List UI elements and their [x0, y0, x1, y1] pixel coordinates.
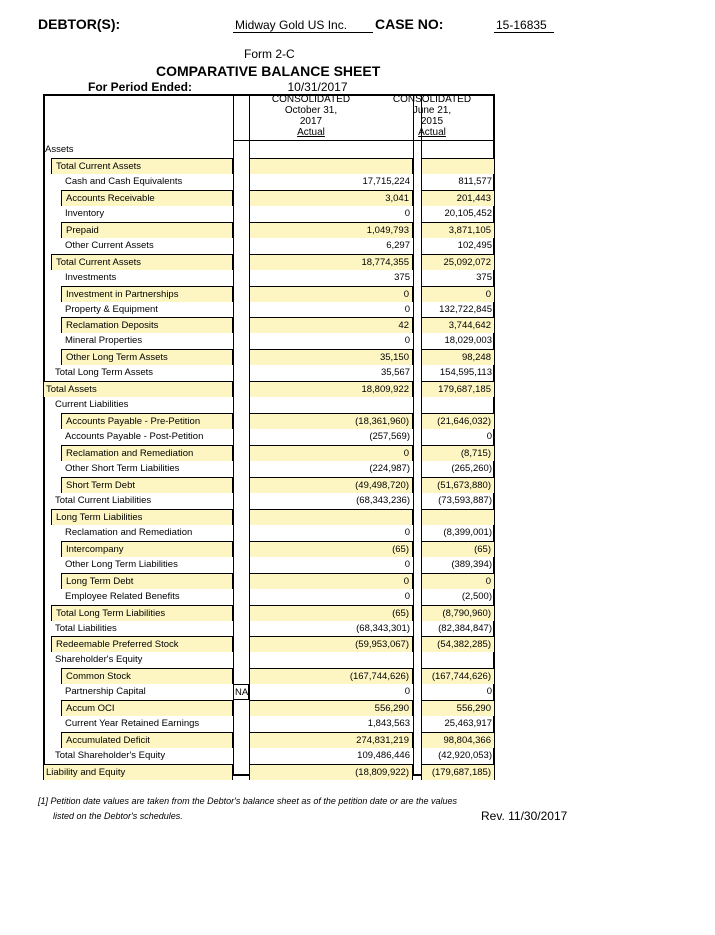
value-current: 0 — [404, 558, 410, 570]
table-row — [43, 158, 495, 174]
value-current: (65) — [249, 541, 413, 557]
value-petition: 179,687,185 — [421, 381, 495, 397]
value-current: 0 — [404, 303, 410, 315]
column-header-line: Actual — [297, 127, 325, 138]
value-petition: (42,920,053) — [438, 750, 492, 762]
row-label: Cash and Cash Equivalents — [65, 175, 183, 187]
row-label: Accounts Receivable — [61, 190, 233, 206]
value-current — [249, 397, 413, 413]
table-row — [43, 668, 495, 684]
period-label: For Period Ended: — [88, 80, 193, 94]
table-row — [43, 764, 495, 780]
value-petition: 3,744,642 — [421, 317, 495, 333]
row-label: Total Current Assets — [51, 254, 233, 270]
column-header-line: October 31, — [284, 105, 338, 116]
table-row — [43, 429, 495, 445]
row-label: Total Shareholder's Equity — [55, 750, 166, 762]
value-petition: (54,382,285) — [421, 636, 495, 652]
row-label: Investments — [65, 271, 117, 283]
value-current: (65) — [249, 605, 413, 621]
value-petition: (2,500) — [461, 590, 492, 602]
table-row — [43, 748, 495, 764]
row-label: Accounts Payable - Post-Petition — [65, 431, 204, 443]
row-label: Mineral Properties — [65, 335, 143, 347]
value-petition — [421, 652, 495, 668]
value-current: 6,297 — [386, 239, 410, 251]
row-label: Property & Equipment — [65, 303, 158, 315]
value-petition: 25,092,072 — [421, 254, 495, 270]
table-row — [43, 477, 495, 493]
table-row — [43, 174, 495, 190]
table-row — [43, 445, 495, 461]
row-label: Accum OCI — [61, 700, 233, 716]
row-label: Shareholder's Equity — [55, 654, 143, 666]
column-header-line: 2015 — [420, 116, 444, 127]
value-current: 0 — [249, 286, 413, 302]
table-row — [43, 238, 495, 254]
value-current: 0 — [404, 207, 410, 219]
row-label: Other Long Term Liabilities — [65, 558, 178, 570]
value-current: 42 — [249, 317, 413, 333]
row-label: Short Term Debt — [61, 477, 233, 493]
value-current: (68,343,236) — [356, 494, 410, 506]
column-header-line: Actual — [418, 127, 446, 138]
column-header-petition — [378, 94, 486, 138]
table-row — [43, 222, 495, 238]
row-label: Employee Related Benefits — [65, 590, 180, 602]
table-row — [43, 573, 495, 589]
table-row — [43, 317, 495, 333]
row-label: Other Short Term Liabilities — [65, 463, 180, 474]
row-label: Other Long Term Assets — [61, 349, 233, 365]
value-petition — [421, 142, 495, 158]
table-row — [43, 541, 495, 557]
period-value: 10/31/2017 — [265, 80, 370, 95]
value-current: 556,290 — [249, 700, 413, 716]
table-row — [43, 493, 495, 509]
table-row — [43, 716, 495, 732]
revision-date: Rev. 11/30/2017 — [481, 809, 568, 823]
value-current: 1,049,793 — [249, 222, 413, 238]
value-petition — [421, 397, 495, 413]
value-current: 0 — [249, 445, 413, 461]
value-current: 1,843,563 — [367, 718, 410, 730]
value-current: 18,809,922 — [249, 381, 413, 397]
table-row — [43, 190, 495, 206]
table-row — [43, 286, 495, 302]
row-label: Partnership Capital — [65, 686, 146, 698]
value-petition: (8,715) — [421, 445, 495, 461]
table-row — [43, 254, 495, 270]
case-number: 15-16835 — [494, 18, 554, 33]
value-current: 0 — [404, 335, 410, 347]
value-current: 3,041 — [249, 190, 413, 206]
value-petition: (8,790,960) — [421, 605, 495, 621]
value-current: 17,715,224 — [362, 175, 410, 187]
value-petition: 18,029,003 — [444, 335, 492, 347]
page-title: COMPARATIVE BALANCE SHEET — [156, 63, 381, 79]
value-current — [249, 142, 413, 158]
value-current: 0 — [404, 590, 410, 602]
value-petition: 132,722,845 — [439, 303, 492, 315]
row-label: Total Assets — [43, 381, 233, 397]
value-petition: 25,463,917 — [444, 718, 492, 730]
table-row — [43, 589, 495, 605]
debtor-name: Midway Gold US Inc. — [233, 18, 373, 33]
case-label: CASE NO: — [375, 16, 444, 32]
value-current: (59,953,067) — [249, 636, 413, 652]
value-petition: 98,248 — [421, 349, 495, 365]
form-number: Form 2-C — [244, 47, 295, 61]
value-current: 0 — [404, 526, 410, 538]
value-petition: (73,593,887) — [438, 494, 492, 506]
value-petition: (21,646,032) — [421, 413, 495, 429]
table-row — [43, 636, 495, 652]
value-petition: 0 — [421, 286, 495, 302]
value-petition: 0 — [421, 573, 495, 589]
table-row — [43, 684, 495, 700]
row-label: Assets — [45, 144, 74, 155]
value-current: (224,987) — [369, 463, 410, 474]
row-label: Reclamation and Remediation — [65, 526, 193, 538]
value-petition: (65) — [421, 541, 495, 557]
value-current: 0 — [249, 573, 413, 589]
row-label: Prepaid — [61, 222, 233, 238]
table-row — [43, 365, 495, 381]
value-current: (257,569) — [369, 431, 410, 443]
value-petition: 811,577 — [458, 175, 492, 187]
value-petition: 98,804,366 — [421, 732, 495, 748]
value-current: 18,774,355 — [249, 254, 413, 270]
column-header-line: 2017 — [299, 116, 323, 127]
value-current: 0 — [404, 686, 410, 698]
table-row — [43, 142, 495, 158]
table-row — [43, 732, 495, 748]
value-current: (68,343,301) — [356, 622, 410, 634]
table-row — [43, 557, 495, 573]
row-label: Total Long Term Assets — [55, 367, 154, 379]
row-label: Intercompany — [61, 541, 233, 557]
row-label: Other Current Assets — [65, 239, 154, 251]
value-petition: (82,384,847) — [438, 622, 492, 634]
table-row — [43, 381, 495, 397]
value-current: 35,150 — [249, 349, 413, 365]
table-row — [43, 302, 495, 318]
value-petition: (179,687,185) — [421, 764, 495, 780]
table-row — [43, 349, 495, 365]
value-petition: (265,260) — [451, 463, 492, 474]
value-current — [249, 158, 413, 174]
footnote-line-2: listed on the Debtor's schedules. — [53, 811, 183, 821]
value-petition: 154,595,113 — [439, 367, 492, 379]
value-current: 35,567 — [380, 367, 410, 379]
value-petition — [421, 509, 495, 525]
value-current: 109,486,446 — [357, 750, 410, 762]
table-row — [43, 525, 495, 541]
table-row — [43, 206, 495, 222]
value-petition: 201,443 — [421, 190, 495, 206]
footnote-line-1: [1] Petition date values are taken from the Debtor's balance sheet as of the petition date or are the values — [38, 796, 457, 806]
column-header-line: June 21, — [412, 105, 452, 116]
row-label: Investment in Partnerships — [61, 286, 233, 302]
value-petition: 556,290 — [421, 700, 495, 716]
row-label: Total Current Liabilities — [55, 494, 152, 506]
value-petition: 0 — [486, 686, 492, 698]
table-row — [43, 270, 495, 286]
value-petition — [421, 158, 495, 174]
value-petition: 3,871,105 — [421, 222, 495, 238]
value-current — [249, 509, 413, 525]
table-row — [43, 509, 495, 525]
row-label: Total Current Assets — [51, 158, 233, 174]
row-label: Redeemable Preferred Stock — [51, 636, 233, 652]
column-header-current — [257, 94, 365, 138]
row-label: Total Long Term Liabilities — [51, 605, 233, 621]
na-marker: NA — [233, 684, 249, 700]
row-label: Inventory — [65, 207, 105, 219]
table-row — [43, 605, 495, 621]
value-petition: (8,399,001) — [443, 526, 492, 538]
value-petition: 0 — [486, 431, 492, 443]
table-row — [43, 652, 495, 668]
value-petition: 375 — [476, 271, 492, 283]
row-label: Current Liabilities — [55, 399, 129, 411]
value-current: (49,498,720) — [249, 477, 413, 493]
value-current — [249, 652, 413, 668]
column-header-line: CONSOLIDATED — [271, 94, 351, 105]
table-row — [43, 333, 495, 349]
row-label: Long Term Debt — [61, 573, 233, 589]
row-label: Accounts Payable - Pre-Petition — [61, 413, 233, 429]
value-petition: 20,105,452 — [444, 207, 492, 219]
grid-line — [233, 140, 495, 141]
table-row — [43, 413, 495, 429]
value-petition: (167,744,626) — [421, 668, 495, 684]
row-label: Reclamation and Remediation — [61, 445, 233, 461]
column-header-line: CONSOLIDATED — [392, 94, 472, 105]
table-row — [43, 461, 495, 477]
table-row — [43, 700, 495, 716]
row-label: Total Liabilities — [55, 622, 117, 634]
value-current: 375 — [394, 271, 410, 283]
debtor-label: DEBTOR(S): — [38, 16, 121, 32]
value-petition: (51,673,880) — [421, 477, 495, 493]
value-current: (18,809,922) — [249, 764, 413, 780]
table-row — [43, 397, 495, 413]
row-label: Common Stock — [61, 668, 233, 684]
row-label: Reclamation Deposits — [61, 317, 233, 333]
row-label: Liability and Equity — [43, 764, 233, 780]
row-label: Long Term Liabilities — [51, 509, 233, 525]
value-petition: (389,394) — [451, 558, 492, 570]
value-current: 274,831,219 — [249, 732, 413, 748]
table-row — [43, 621, 495, 637]
row-label: Accumulated Deficit — [61, 732, 233, 748]
value-current: (167,744,626) — [249, 668, 413, 684]
value-petition: 102,495 — [457, 239, 492, 251]
value-current: (18,361,960) — [249, 413, 413, 429]
row-label: Current Year Retained Earnings — [65, 718, 200, 730]
